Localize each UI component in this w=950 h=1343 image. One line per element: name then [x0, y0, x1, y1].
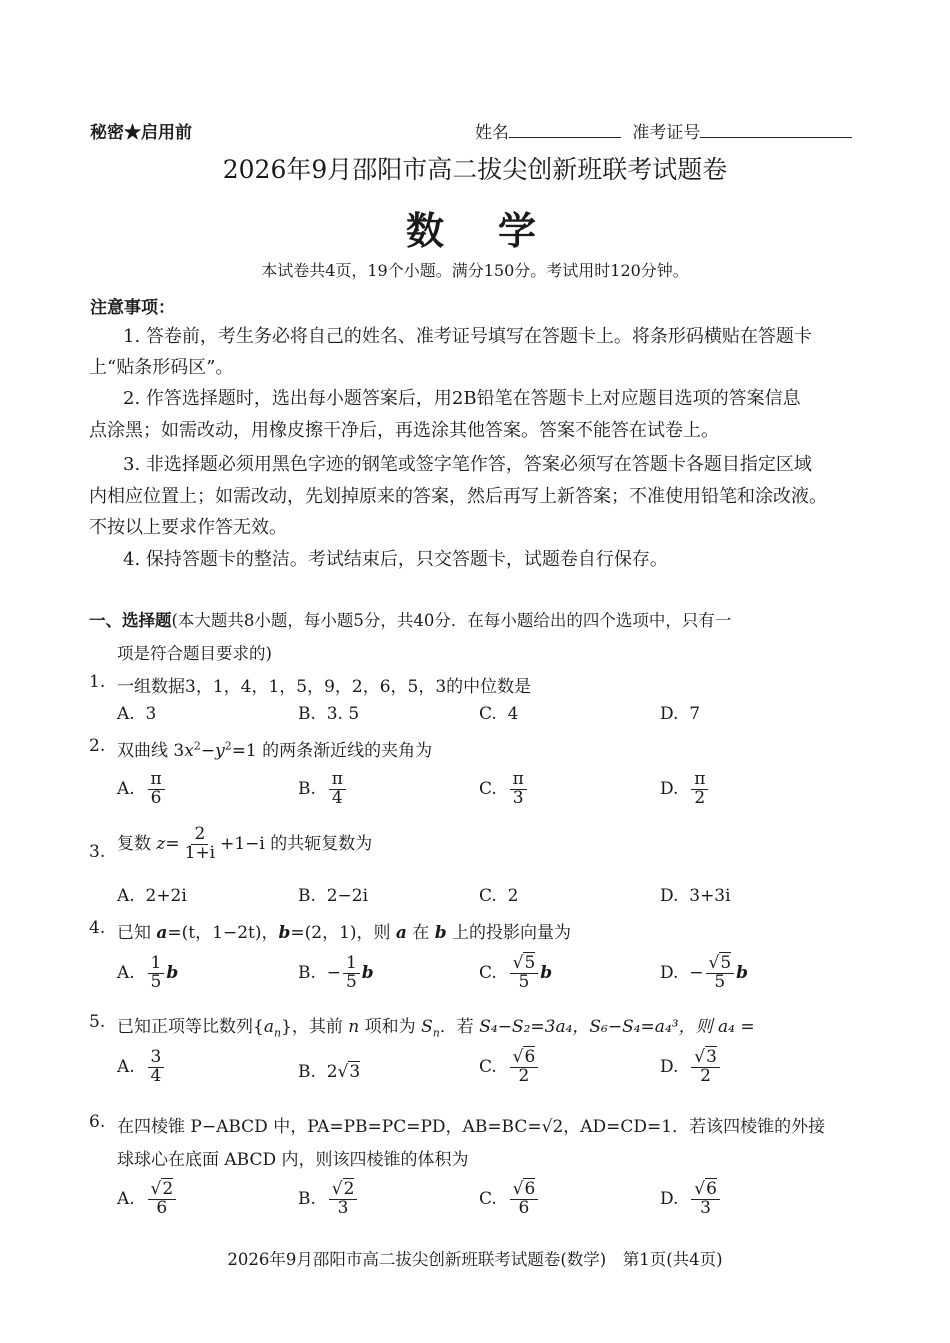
notice-line-8: 4. 保持答题卡的整洁。考试结束后，只交答题卡，试题卷自行保存。 [123, 549, 668, 570]
notice-line-5: 3. 非选择题必须用黑色字迹的钢笔或签字笔作答，答案必须写在答题卡各题目指定区域 [123, 454, 812, 475]
q3-option-a: A. 2+2i [117, 886, 187, 906]
section-desc-1: (本大题共8小题，每小题5分，共40分．在每小题给出的四个选项中，只有一 [171, 611, 732, 630]
q3-number: 3. [89, 842, 106, 862]
notice-line-4: 点涂黑；如需改动，用橡皮擦干净后，再选涂其他答案。答案不能答在试卷上。 [89, 420, 719, 441]
q4-option-d: D. − $\frac{√5}{5}$ b [660, 953, 749, 992]
q6-option-c: C. $\frac{√6}{6}$ [479, 1181, 540, 1218]
q1-text: 一组数据3，1，4，1，5，9，2，6，5，3的中位数是 [117, 677, 532, 697]
q5-option-c: C. $\frac{√6}{2}$ [479, 1049, 540, 1086]
q6-number: 6. [89, 1112, 106, 1132]
q1-number: 1. [89, 672, 106, 692]
q2-option-c: C. $\frac{\pi}{3}$ [479, 771, 529, 808]
q5-number: 5. [89, 1012, 106, 1032]
q3-option-d: D. 3+3i [660, 886, 731, 906]
section-heading [89, 607, 731, 631]
q6-option-b: B. $\frac{√2}{3}$ [298, 1181, 359, 1218]
section-desc-2: 项是符合题目要求的) [117, 644, 272, 663]
q2-option-b: B. $\frac{\pi}{4}$ [298, 771, 348, 808]
q4-text: 已知 a=(t，1−2t)，b=(2，1)，则 a 在 b 上的投影向量为 [117, 923, 572, 943]
q3-text: 复数 z= $\frac{2}{1+i}$ +1−i 的共轭复数为 [117, 824, 373, 863]
name-field [475, 118, 852, 143]
q5-text: 已知正项等比数列$\{a_n\}$，其前 n 项和为 $S_n$．若 S₄−S₂=3a₄，S₆−S₄=a₄³，则 a₄ = [117, 1017, 755, 1040]
q1-option-a: A. 3 [117, 704, 157, 724]
q5-option-a: A. $\frac{3}{4}$ [117, 1049, 166, 1086]
notice-line-7: 不按以上要求作答无效。 [89, 517, 287, 538]
q6-line-2: 球球心在底面 ABCD 内，则该四棱锥的体积为 [117, 1150, 469, 1170]
q6-line-1: 在四棱锥 P−ABCD 中，PA=PB=PC=PD，AB=BC=√2，AD=CD=1．若该四棱锥的外接 [117, 1117, 826, 1137]
id-label: 准考证号 [632, 123, 701, 143]
q4-option-a: A. $\frac{1}{5}$ b [117, 953, 179, 992]
notice-line-3: 2. 作答选择题时，选出每小题答案后，用2B铅笔在答题卡上对应题目选项的答案信息 [123, 388, 801, 409]
q6-option-d: D. $\frac{√6}{3}$ [660, 1181, 722, 1218]
q5-option-d: D. $\frac{√3}{2}$ [660, 1049, 722, 1086]
q4-number: 4. [89, 918, 106, 938]
q6-option-a: A. $\frac{√2}{6}$ [117, 1181, 178, 1218]
subject-title: 数 学 [405, 208, 544, 253]
q5-option-b: B. 2√3 [298, 1062, 361, 1082]
q1-option-c: C. 4 [479, 704, 519, 724]
name-blank [509, 119, 621, 138]
section-title: 一、选择题 [89, 611, 172, 630]
exam-info: 本试卷共4页，19个小题。满分150分。考试用时120分钟。 [261, 261, 689, 280]
name-label: 姓名 [475, 123, 509, 143]
confidential-label: 秘密★启用前 [90, 123, 192, 143]
q3-option-b: B. 2−2i [298, 886, 369, 906]
q4-option-c: C. $\frac{√5}{5}$ b [479, 953, 553, 992]
q2-option-d: D. $\frac{\pi}{2}$ [660, 771, 710, 808]
q1-option-b: B. 3. 5 [298, 704, 360, 724]
notice-line-6: 内相应位置上；如需改动，先划掉原来的答案，然后再写上新答案；不准使用铅笔和涂改液。 [89, 486, 827, 507]
id-blank [700, 119, 852, 138]
q2-option-a: A. $\frac{\pi}{6}$ [117, 771, 167, 808]
q4-option-b: B. − $\frac{1}{5}$ b [298, 953, 374, 992]
exam-title: 2026年9月邵阳市高二拔尖创新班联考试题卷 [222, 155, 728, 184]
q2-number: 2. [89, 736, 106, 756]
notice-line-2: 上“贴条形码区”。 [89, 357, 234, 378]
q2-text: 双曲线 $3x^2-y^2=1$ 的两条渐近线的夹角为 [117, 739, 433, 761]
notice-heading: 注意事项： [90, 298, 175, 318]
page-footer: 2026年9月邵阳市高二拔尖创新班联考试题卷(数学) 第1页(共4页) [227, 1250, 723, 1269]
q1-option-d: D. 7 [660, 704, 701, 724]
q3-option-c: C. 2 [479, 886, 519, 906]
notice-line-1: 1. 答卷前，考生务必将自己的姓名、准考证号填写在答题卡上。将条形码横贴在答题卡 [123, 326, 812, 347]
